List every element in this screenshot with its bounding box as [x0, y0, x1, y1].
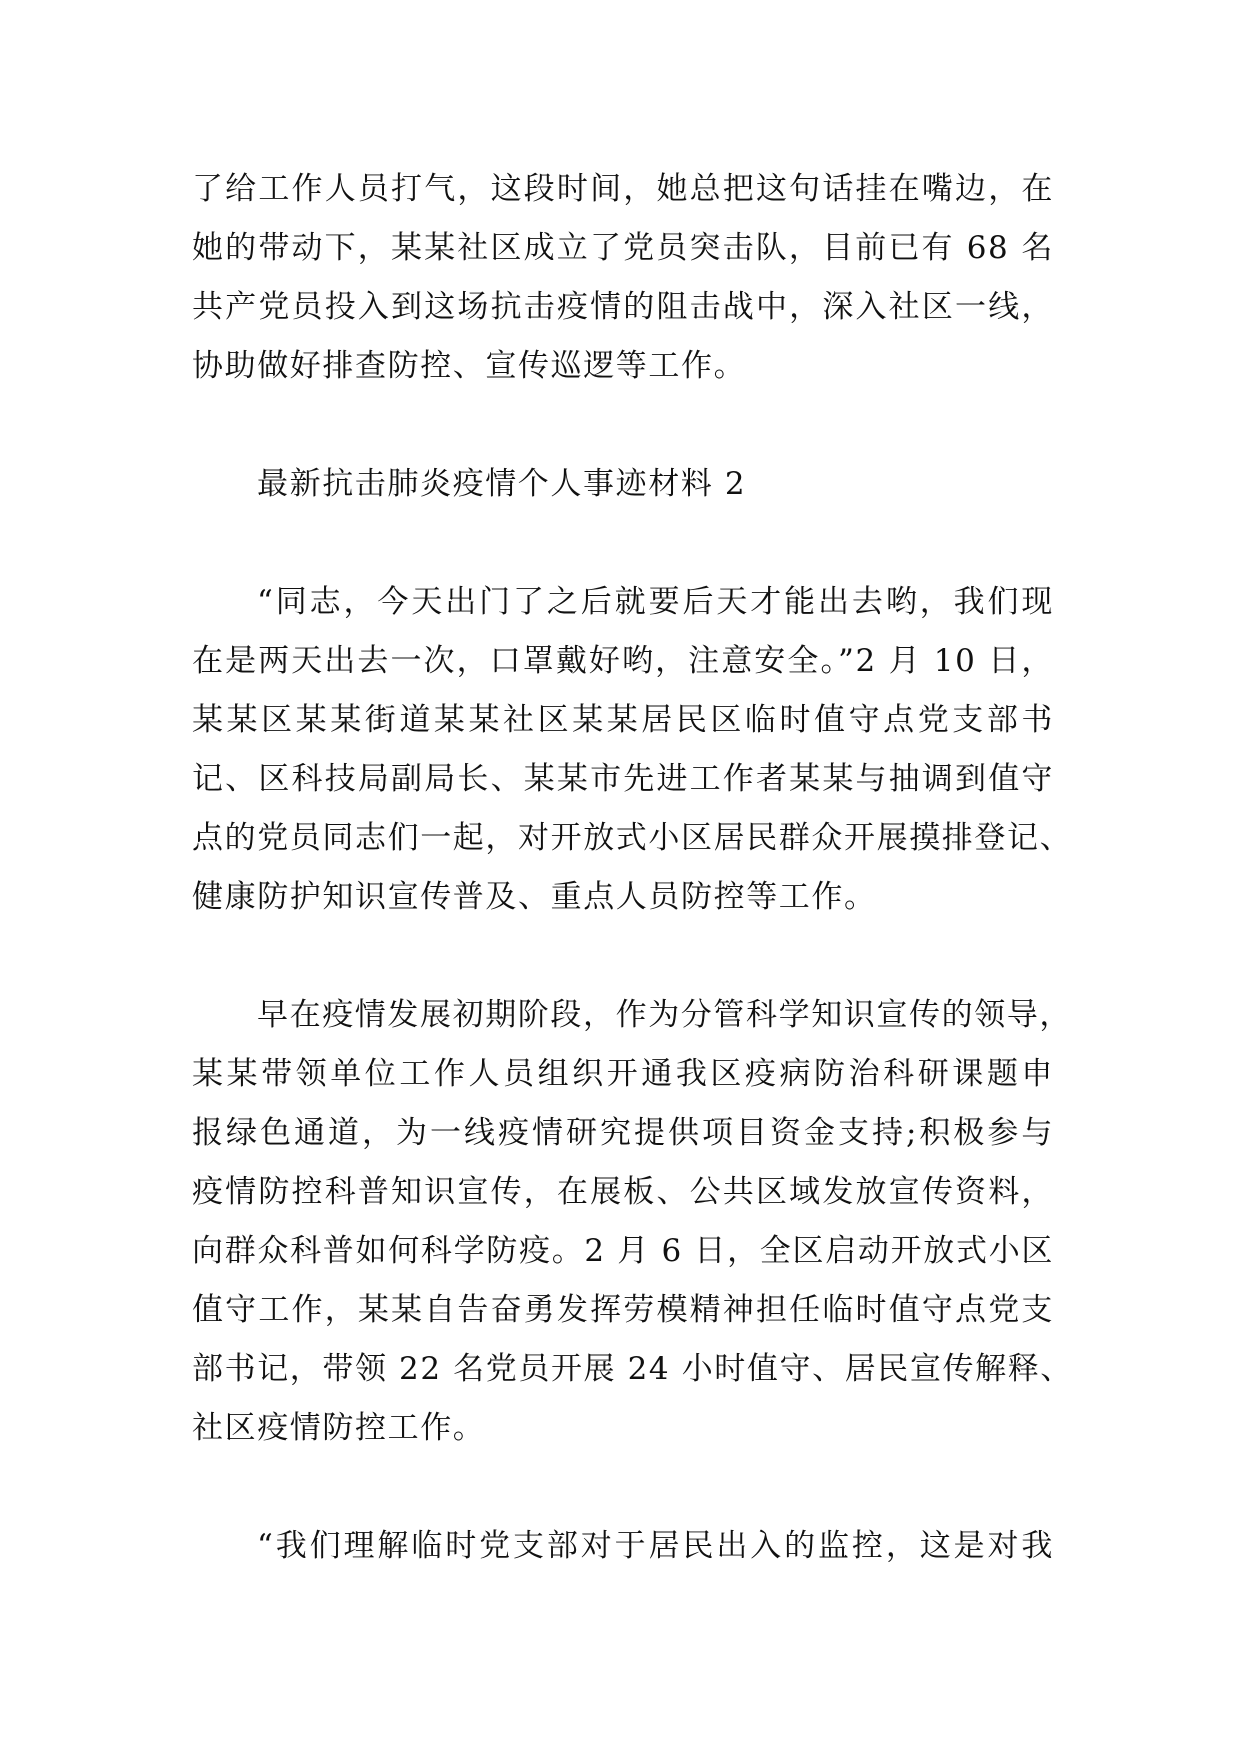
- section-heading: [192, 455, 1054, 514]
- text-line: 部书记，带领 22 名党员开展 24 小时值守、居民宣传解释、: [192, 1351, 1073, 1387]
- heading-text: 最新抗击肺炎疫情个人事迹材料 2: [257, 466, 747, 502]
- text-line: 点的党员同志们一起，对开放式小区居民群众开展摸排登记、: [192, 820, 1073, 856]
- text-line: 某某带领单位工作人员组织开通我区疫病防治科研课题申: [192, 1056, 1054, 1092]
- document-body: [192, 160, 1073, 1635]
- text-line: 健康防护知识宣传普及、重点人员防控等工作。: [192, 879, 877, 915]
- text-line: 向群众科普如何科学防疫。2 月 6 日，全区启动开放式小区: [192, 1233, 1054, 1269]
- paragraph-4: [192, 1517, 1054, 1576]
- paragraph-3: [192, 986, 1073, 1458]
- text-line: 报绿色通道，为一线疫情研究提供项目资金支持;积极参与: [192, 1115, 1054, 1151]
- text-line: 在是两天出去一次，口罩戴好哟，注意安全。”2 月 10 日，: [192, 643, 1054, 679]
- paragraph-1: [192, 160, 1054, 396]
- text-line: 她的带动下，某某社区成立了党员突击队，目前已有 68 名: [192, 230, 1054, 266]
- text-line: 协助做好排查防控、宣传巡逻等工作。: [192, 348, 747, 384]
- text-line: 值守工作，某某自告奋勇发挥劳模精神担任临时值守点党支: [192, 1292, 1054, 1328]
- text-line: 某某区某某街道某某社区某某居民区临时值守点党支部书: [192, 702, 1054, 738]
- text-line: “同志，今天出门了之后就要后天才能出去哟，我们现: [257, 584, 1054, 620]
- text-line: 早在疫情发展初期阶段，作为分管科学知识宣传的领导，: [257, 997, 1072, 1033]
- text-line: 疫情防控科普知识宣传，在展板、公共区域发放宣传资料，: [192, 1174, 1054, 1210]
- paragraph-2: [192, 573, 1073, 927]
- text-line: “我们理解临时党支部对于居民出入的监控，这是对我: [257, 1528, 1054, 1564]
- text-line: 社区疫情防控工作。: [192, 1410, 486, 1446]
- text-line: 记、区科技局副局长、某某市先进工作者某某与抽调到值守: [192, 761, 1054, 797]
- text-line: 了给工作人员打气，这段时间，她总把这句话挂在嘴边，在: [192, 171, 1054, 207]
- text-line: 共产党员投入到这场抗击疫情的阻击战中，深入社区一线，: [192, 289, 1054, 325]
